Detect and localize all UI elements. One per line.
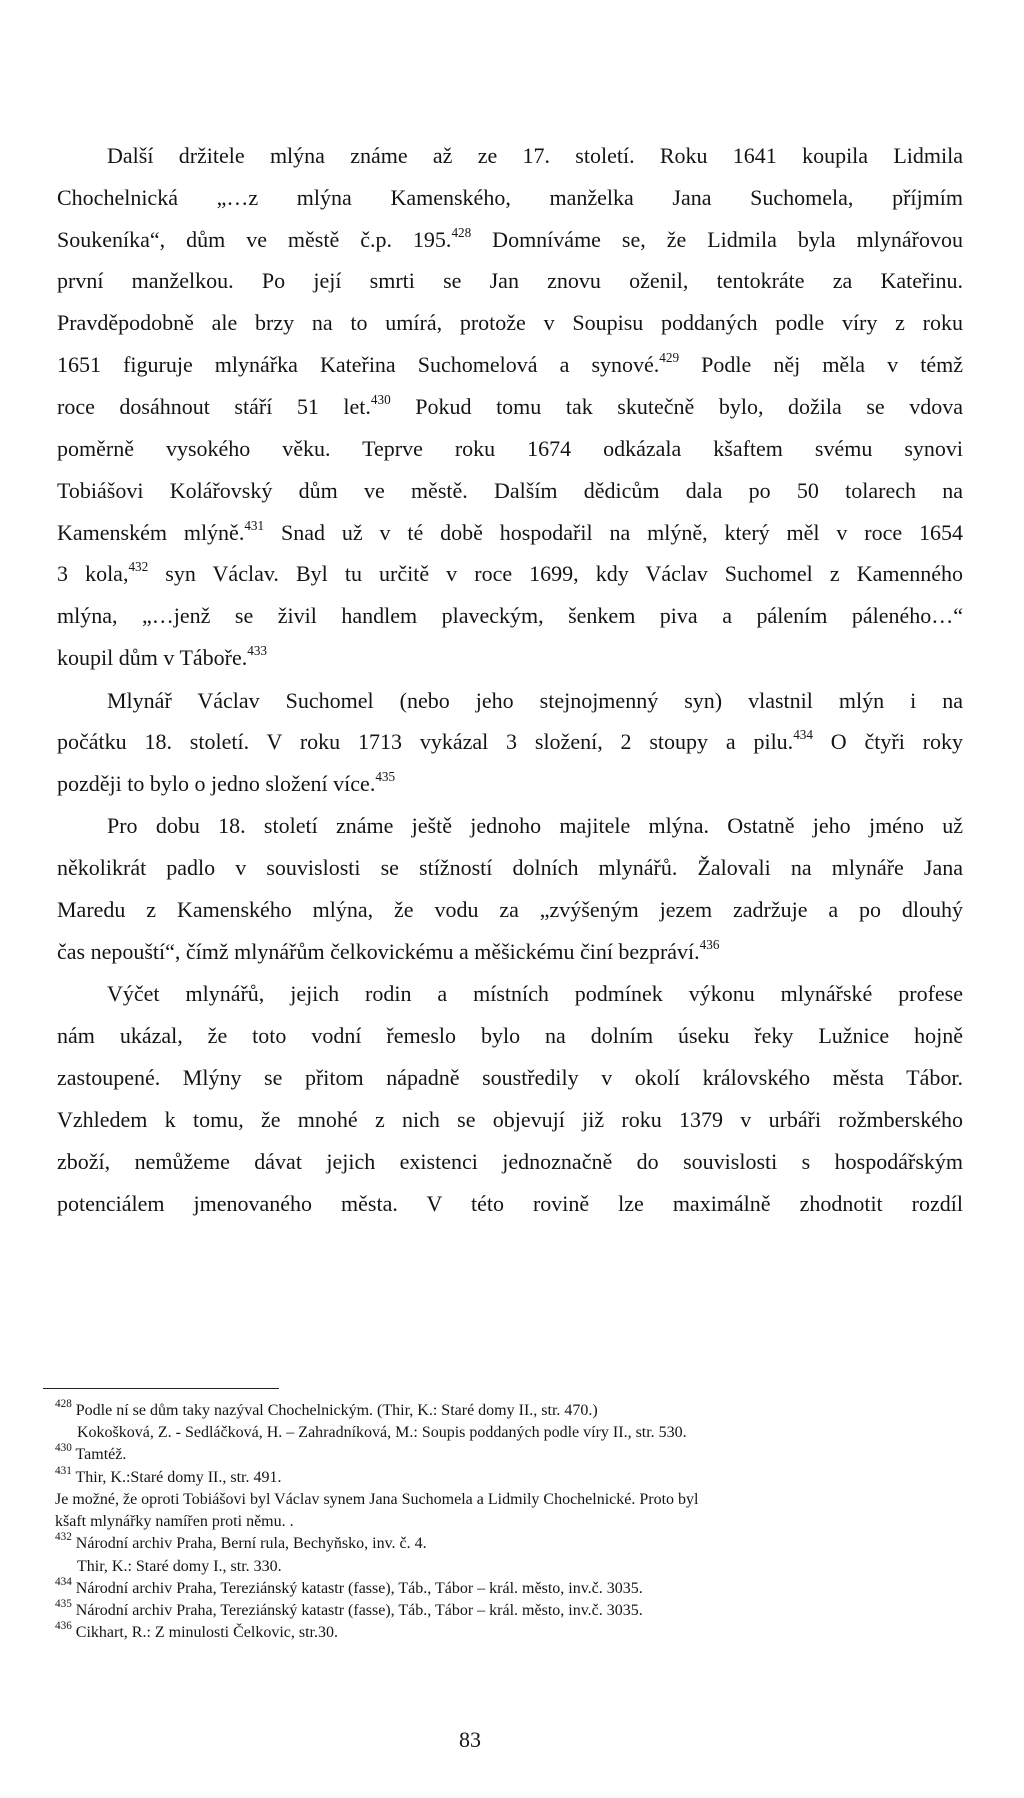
text-line: Pro dobu 18. století známe ještě jednoho majitele mlýna. Ostatně jeho jméno už: [107, 813, 963, 838]
text-span: 1651 figuruje mlynářka Kateřina Suchomelová a synové.: [57, 352, 660, 377]
text-line: [57, 558, 963, 586]
text-line: zastoupené. Mlýny se přitom nápadně soustředily v okolí královského města Tábor.: [57, 1065, 963, 1090]
text-line: poměrně vysokého věku. Teprve roku 1674 odkázala kšaftem svému synovi: [57, 436, 963, 461]
footnote-number: 428: [55, 1398, 72, 1410]
text-line: Výčet mlynářů, jejich rodin a místních podmínek výkonu mlynářské profese: [107, 981, 963, 1006]
footnote-text: Národní archiv Praha, Tereziánský katastr (fasse), Táb., Tábor – král. město, inv.č. 3035.: [71, 1602, 643, 1619]
footnote: [55, 1465, 282, 1486]
footnote-ref: 429: [659, 349, 680, 365]
text-span: Domníváme se, že Lidmila byla mlynářovou: [471, 227, 963, 252]
text-line: [57, 726, 963, 754]
text-span: roce dosáhnout stáří 51 let.: [57, 394, 371, 419]
text-line: zboží, nemůžeme dávat jejich existenci jednoznačně do souvislosti s hospodářským: [57, 1149, 963, 1174]
footnote-ref: 435: [375, 768, 396, 784]
footnote-text: Podle ní se dům taky nazýval Chochelnickým. (Thir, K.: Staré domy II., str. 470.): [71, 1402, 598, 1419]
footnote-number: 430: [55, 1442, 72, 1454]
footnote-ref: 431: [244, 517, 265, 533]
footnote: [55, 1576, 643, 1597]
text-line: Vzhledem k tomu, že mnohé z nich se objevují již roku 1379 v urbáři rožmberského: [57, 1107, 963, 1132]
footnote: [55, 1442, 127, 1463]
footnote: [55, 1531, 427, 1552]
text-span: 3 kola,: [57, 561, 129, 586]
text-span: počátku 18. století. V roku 1713 vykázal 3 složení, 2 stoupy a pilu.: [57, 729, 794, 754]
footnote-number: 436: [55, 1620, 72, 1632]
text-line: [57, 768, 963, 796]
footnote: [55, 1598, 643, 1619]
page-number: 83: [459, 1727, 481, 1752]
text-line: [57, 391, 963, 419]
footnote: [55, 1620, 338, 1641]
text-line: Další držitele mlýna známe až ze 17. století. Roku 1641 koupila Lidmila: [107, 143, 963, 168]
text-line: [57, 517, 963, 545]
text-line: [57, 349, 963, 377]
footnote: [55, 1398, 598, 1419]
text-line: nám ukázal, že toto vodní řemeslo bylo na dolním úseku řeky Lužnice hojně: [57, 1023, 963, 1048]
text-span: koupil dům v Táboře.: [57, 645, 248, 670]
footnote-number: 434: [55, 1576, 72, 1588]
footnote-number: 432: [55, 1531, 72, 1543]
footnote-text: Národní archiv Praha, Tereziánský katastr (fasse), Táb., Tábor – král. město, inv.č. 3035.: [71, 1580, 643, 1597]
text-line: Chochelnická „…z mlýna Kamenského, manželka Jana Suchomela, příjmím: [57, 185, 963, 210]
text-line: potenciálem jmenovaného města. V této rovině lze maximálně zhodnotit rozdíl: [57, 1191, 963, 1216]
footnote: Thir, K.: Staré domy I., str. 330.: [77, 1558, 282, 1575]
text-line: [57, 224, 963, 252]
footnote: Je možné, že oproti Tobiášovi byl Václav synem Jana Suchomela a Lidmily Chochelnické. Proto byl: [55, 1491, 699, 1508]
text-line: [57, 936, 963, 964]
text-line: Pravděpodobně ale brzy na to umírá, protože v Soupisu poddaných podle víry z roku: [57, 310, 963, 335]
text-span: syn Václav. Byl tu určitě v roce 1699, kdy Václav Suchomel z Kamenného: [148, 561, 963, 586]
footnote-text: Tamtéž.: [71, 1446, 127, 1463]
footnote-ref: 432: [128, 558, 149, 574]
footnote-ref: 436: [699, 936, 720, 952]
footnote-ref: 430: [370, 391, 391, 407]
text-span: Pokud tomu tak skutečně bylo, dožila se vdova: [390, 394, 963, 419]
text-line: [57, 642, 963, 670]
text-span: Soukeníka“, dům ve městě č.p. 195.: [57, 227, 452, 252]
text-span: O čtyři roky: [812, 729, 963, 754]
footnote: kšaft mlynářky namířen proti němu. .: [55, 1513, 294, 1530]
text-line: několikrát padlo v souvislosti se stížností dolních mlynářů. Žalovali na mlynáře Jana: [57, 855, 963, 880]
footnote-text: Národní archiv Praha, Berní rula, Bechyňsko, inv. č. 4.: [71, 1535, 427, 1552]
text-line: Mlynář Václav Suchomel (nebo jeho stejnojmenný syn) vlastnil mlýn i na: [107, 688, 963, 713]
text-line: první manželkou. Po její smrti se Jan znovu oženil, tentokráte za Kateřinu.: [57, 268, 963, 293]
footnote-text: Thir, K.:Staré domy II., str. 491.: [71, 1469, 282, 1486]
footnote-divider: [43, 1388, 279, 1389]
footnote-text: Cikhart, R.: Z minulosti Čelkovic, str.30.: [71, 1624, 338, 1641]
text-span: později to bylo o jedno složení více.: [57, 771, 376, 796]
text-span: čas nepouští“, čímž mlynářům čelkovickému a měšickému činí bezpráví.: [57, 939, 700, 964]
footnote-number: 435: [55, 1598, 72, 1610]
footnote-ref: 428: [451, 224, 472, 240]
text-line: Maredu z Kamenského mlýna, že vodu za „zvýšeným jezem zadržuje a po dlouhý: [57, 897, 963, 922]
footnote: Kokošková, Z. - Sedláčková, H. – Zahradníková, M.: Soupis poddaných podle víry II., str. 530.: [77, 1424, 687, 1441]
footnote-ref: 434: [793, 726, 813, 742]
text-span: Podle něj měla v témž: [679, 352, 963, 377]
text-line: mlýna, „…jenž se živil handlem plaveckým, šenkem piva a pálením páleného…“: [57, 603, 963, 628]
text-span: Snad už v té době hospodařil na mlýně, který měl v roce 1654: [264, 520, 963, 545]
text-span: Kamenském mlýně.: [57, 520, 245, 545]
footnote-ref: 433: [247, 642, 268, 658]
text-line: Tobiášovi Kolářovský dům ve městě. Dalším dědicům dala po 50 tolarech na: [57, 478, 963, 503]
footnote-number: 431: [55, 1465, 72, 1477]
